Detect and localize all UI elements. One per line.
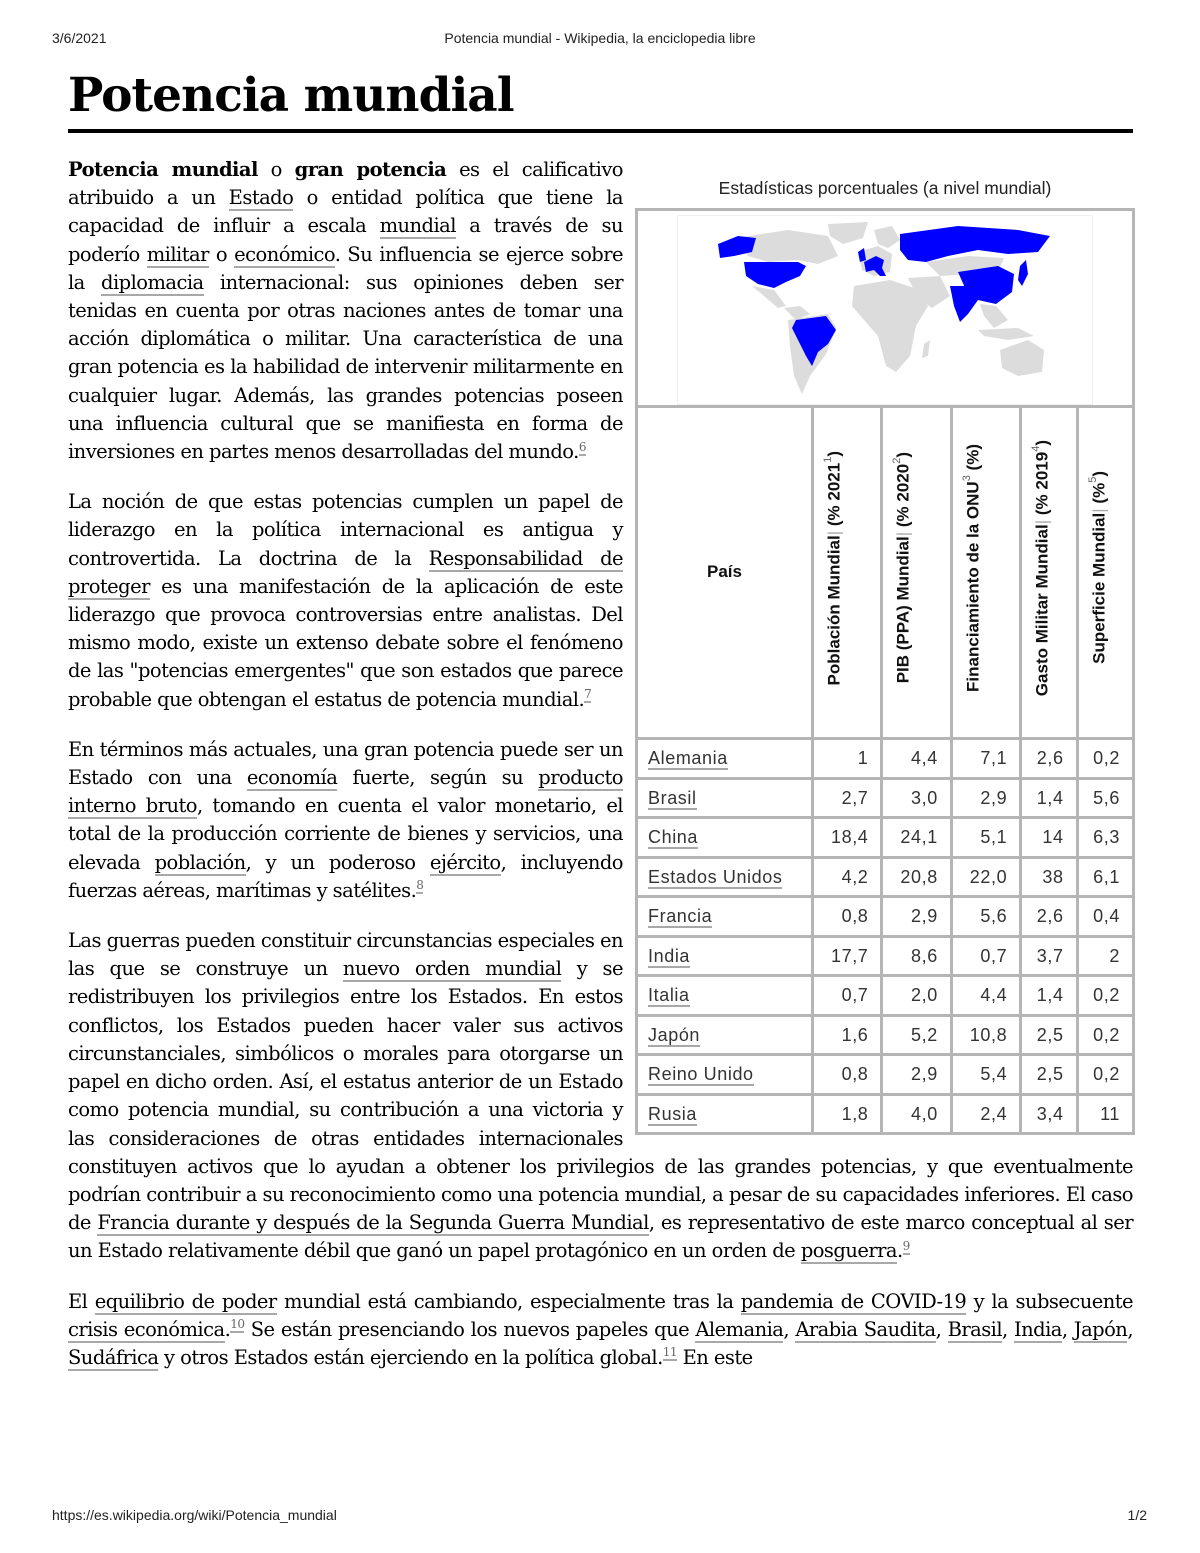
value-cell: 4,4 (882, 739, 951, 779)
value-cell: 24,1 (882, 818, 951, 858)
map-cell (637, 210, 1134, 407)
link-crisis-economica[interactable]: crisis económica (68, 1317, 225, 1341)
column-header-un-funding: Financiamiento de la ONU$^3$ (%) (951, 407, 1020, 739)
value-cell: 1,4 (1021, 778, 1077, 818)
country-link[interactable]: Italia (648, 985, 690, 1006)
link-arabia-saudita[interactable]: Arabia Saudita (795, 1317, 936, 1341)
link-responsabilidad-de-proteger[interactable]: Responsabilidad de proteger (68, 546, 623, 598)
country-cell (637, 1015, 813, 1055)
table-row (637, 1055, 1134, 1095)
link-francia-segunda-guerra-mundial[interactable]: Francia durante y después de la Segunda Guerra Mundial (97, 1211, 649, 1235)
ref-link[interactable]: 1 (822, 456, 834, 463)
value-cell: 0,2 (1077, 1055, 1133, 1095)
header-label[interactable]: Gasto Militar Mundial (1032, 524, 1052, 696)
reference-6[interactable]: 6 (578, 439, 586, 454)
value-cell: 17,7 (813, 936, 882, 976)
value-cell: 14 (1021, 818, 1077, 858)
value-cell: 3,0 (882, 778, 951, 818)
value-cell: 6,3 (1077, 818, 1133, 858)
page-url: https://es.wikipedia.org/wiki/Potencia_mundial (52, 1507, 337, 1523)
value-cell: 22,0 (951, 857, 1020, 897)
table-row (637, 936, 1134, 976)
country-cell (637, 897, 813, 937)
value-cell: 2,6 (1021, 739, 1077, 779)
page-title: Potencia mundial (68, 68, 514, 123)
country-cell (637, 1055, 813, 1095)
header-label[interactable]: Superficie Mundial (1089, 513, 1109, 665)
country-link[interactable]: Alemania (648, 748, 728, 769)
table-row (637, 1094, 1134, 1134)
header-label[interactable]: PIB (PPA) Mundial (894, 536, 914, 684)
header-label: Financiamiento de la ONU (963, 481, 983, 692)
country-link[interactable]: Francia (648, 906, 713, 927)
paragraph-wars: Las guerras pueden constituir circunstancias especiales en las que se construye un nuevo orden mundial y se redistribuyen los privilegios entre los Estados. En estos conflictos, los Estados pueden hacer valer sus activos circunstanciales, simbólicos o morales para otorgarse un papel en dicho orden. Así, el estatus anterior de un Estado como potencia mundial, su contribución a una victoria y las consideraciones de otras entidades internacionales constituyen activos que lo ayudan a obtener los privilegios de las grandes potencias, y que eventualmente podrían contribuir a su reconocimiento como una potencia mundial, a pesar de su capacidades inferiores. El caso de Francia durante y después de la Segunda Guerra Mundial, es representativo de este marco conceptual al ser un Estado relativamente débil que ganó un papel protagónico en un orden de posguerra.$^9$ (68, 929, 1133, 1263)
table-row (637, 857, 1134, 897)
paragraph-leadership: La noción de que estas potencias cumplen un papel de liderazgo en la política internacional es antigua y controvertida. La doctrina de la Responsabilidad de proteger es una manifestación de la aplicación de este liderazgo que provoca controversias entre analistas. Del mismo modo, existe un extenso debate sobre el fenómeno de las "potencias emergentes" que son estados que parece probable que obtengan el estatus de potencia mundial.$^7$ (68, 490, 623, 711)
value-cell: 0,7 (951, 936, 1020, 976)
value-cell: 0,2 (1077, 976, 1133, 1016)
ref-link[interactable]: 5 (1086, 477, 1099, 484)
country-link[interactable]: China (648, 827, 699, 848)
article-body (68, 156, 1133, 1394)
value-cell: 0,4 (1077, 897, 1133, 937)
value-cell: 5,2 (882, 1015, 951, 1055)
link-militar[interactable]: militar (146, 242, 209, 266)
reference-11[interactable]: 11 (662, 1345, 677, 1360)
page-number: 1/2 (1127, 1507, 1147, 1523)
value-cell: 2,6 (1021, 897, 1077, 937)
table-row (637, 897, 1134, 937)
value-cell: 18,4 (813, 818, 882, 858)
country-link[interactable]: India (648, 945, 691, 966)
value-cell: 0,8 (813, 1055, 882, 1095)
value-cell: 3,7 (1021, 936, 1077, 976)
infobox (635, 176, 1135, 1135)
paragraph-balance-of-power: El equilibrio de poder mundial está cambiando, especialmente tras la pandemia de COVID-19 y la subsecuente crisis económica.$^{10}$ Se están presenciando los nuevos papeles que Alemania, Arabia Saudita, Brasil, India, Japón, Sudáfrica y otros Estados están ejerciendo en la política global.$^{11}$ En este (68, 1289, 1133, 1369)
link-india[interactable]: India (1014, 1317, 1062, 1341)
country-cell (637, 739, 813, 779)
reference-7[interactable]: 7 (584, 687, 592, 702)
link-japon[interactable]: Japón (1073, 1317, 1128, 1341)
country-link[interactable]: Brasil (648, 787, 697, 808)
infobox-caption: Estadísticas porcentuales (a nivel mundial) (718, 178, 1052, 198)
link-estado[interactable]: Estado (228, 186, 294, 210)
value-cell: 4,4 (951, 976, 1020, 1016)
world-map-image[interactable] (677, 215, 1093, 405)
value-cell: 7,1 (951, 739, 1020, 779)
world-map-icon (678, 216, 1092, 404)
table-row (637, 778, 1134, 818)
link-ejercito[interactable]: ejército (429, 850, 501, 874)
value-cell: 6,1 (1077, 857, 1133, 897)
print-page-title: Potencia mundial - Wikipedia, la enciclopedia libre (444, 30, 756, 46)
print-date: 3/6/2021 (52, 30, 107, 46)
link-nuevo-orden-mundial[interactable]: nuevo orden mundial (342, 957, 562, 981)
link-equilibrio-de-poder[interactable]: equilibrio de poder (94, 1289, 277, 1313)
column-header-population: Población Mundial| (% 2021$^1$) (813, 407, 882, 739)
column-header-area: Superficie Mundial| (%$^5$) (1077, 407, 1133, 739)
value-cell: 0,2 (1077, 1015, 1133, 1055)
paragraph-intro: Potencia mundial o gran potencia es el calificativo atribuido a un Estado o entidad política que tiene la capacidad de influir a escala mundial a través de su poderío militar o económico. Su influencia se ejerce sobre la diplomacia internacional: sus opiniones deben ser tenidas en cuenta por otras naciones antes de tomar una acción diplomática o militar. Una característica de una gran potencia es la habilidad de intervenir militarmente en cualquier lugar. Además, las grandes potencias poseen una influencia cultural que se manifiesta en forma de inversiones en partes menos desarrolladas del mundo.$^6$ (68, 158, 624, 464)
country-cell (637, 1094, 813, 1134)
column-header-gdp: PIB (PPA) Mundial| (% 2020$^2$) (882, 407, 951, 739)
value-cell: 10,8 (951, 1015, 1020, 1055)
value-cell: 1,8 (813, 1094, 882, 1134)
column-header-military-spending: Gasto Militar Mundial| (% 2019$^4$) (1021, 407, 1077, 739)
country-cell (637, 818, 813, 858)
ref-link[interactable]: 2 (891, 457, 904, 465)
reference-10[interactable]: 10 (230, 1317, 245, 1332)
country-link[interactable]: Rusia (648, 1103, 698, 1124)
value-cell: 2,9 (882, 897, 951, 937)
country-cell (637, 936, 813, 976)
value-cell: 2,4 (951, 1094, 1020, 1134)
country-cell (637, 778, 813, 818)
table-row (637, 818, 1134, 858)
link-producto-interno-bruto[interactable]: producto interno bruto (68, 766, 623, 818)
value-cell: 4,0 (882, 1094, 951, 1134)
value-cell: 3,4 (1021, 1094, 1077, 1134)
link-brasil[interactable]: Brasil (947, 1317, 1003, 1341)
reference-9[interactable]: 9 (902, 1238, 910, 1253)
country-link[interactable]: Reino Unido (648, 1064, 754, 1085)
paragraph-current-terms: En términos más actuales, una gran potencia puede ser un Estado con una economía fuerte, según su producto interno bruto, tomando en cuenta el valor monetario, el total de la producción corriente de bienes y servicios, una elevada población, y un poderoso ejército, incluyendo fuerzas aéreas, marítimas y satélites.$^8$ (68, 737, 623, 902)
value-cell: 1,6 (813, 1015, 882, 1055)
value-cell: 2,0 (882, 976, 951, 1016)
header-label[interactable]: Población Mundial (824, 534, 844, 686)
table-body (637, 739, 1134, 1134)
link-pandemia-covid-19[interactable]: pandemia de COVID-19 (740, 1289, 967, 1313)
value-cell: 2,5 (1021, 1015, 1077, 1055)
value-cell: 0,2 (1077, 739, 1133, 779)
print-header (0, 30, 1200, 50)
link-alemania[interactable]: Alemania (695, 1317, 784, 1341)
table-row (637, 1015, 1134, 1055)
column-header-country: País (637, 407, 813, 739)
ref-link[interactable]: 4 (1030, 445, 1043, 452)
link-poblacion[interactable]: población (154, 850, 246, 874)
value-cell: 4,2 (813, 857, 882, 897)
table-row (637, 739, 1134, 779)
value-cell: 2,5 (1021, 1055, 1077, 1095)
link-sudafrica[interactable]: Sudáfrica (68, 1345, 159, 1369)
value-cell: 5,4 (951, 1055, 1020, 1095)
link-mundial[interactable]: mundial (379, 214, 456, 238)
reference-8[interactable]: 8 (416, 878, 424, 893)
country-cell (637, 976, 813, 1016)
value-cell: 2 (1077, 936, 1133, 976)
value-cell: 2,7 (813, 778, 882, 818)
value-cell: 11 (1077, 1094, 1133, 1134)
value-cell: 0,8 (813, 897, 882, 937)
value-cell: 1 (813, 739, 882, 779)
country-link[interactable]: Japón (648, 1024, 701, 1045)
country-cell (637, 857, 813, 897)
value-cell: 8,6 (882, 936, 951, 976)
ref-link[interactable]: 3 (960, 475, 973, 482)
link-economico[interactable]: económico (234, 242, 335, 266)
table-header-row (637, 407, 1134, 739)
value-cell: 5,6 (1077, 778, 1133, 818)
table-row (637, 976, 1134, 1016)
value-cell: 38 (1021, 857, 1077, 897)
value-cell: 20,8 (882, 857, 951, 897)
stats-table (635, 208, 1135, 1135)
title-divider (68, 129, 1133, 133)
value-cell: 1,4 (1021, 976, 1077, 1016)
value-cell: 5,1 (951, 818, 1020, 858)
value-cell: 5,6 (951, 897, 1020, 937)
link-diplomacia[interactable]: diplomacia (101, 270, 204, 294)
value-cell: 0,7 (813, 976, 882, 1016)
country-link[interactable]: Estados Unidos (648, 866, 783, 887)
link-posguerra[interactable]: posguerra (800, 1239, 897, 1263)
value-cell: 2,9 (951, 778, 1020, 818)
value-cell: 2,9 (882, 1055, 951, 1095)
link-economia[interactable]: economía (246, 766, 338, 790)
